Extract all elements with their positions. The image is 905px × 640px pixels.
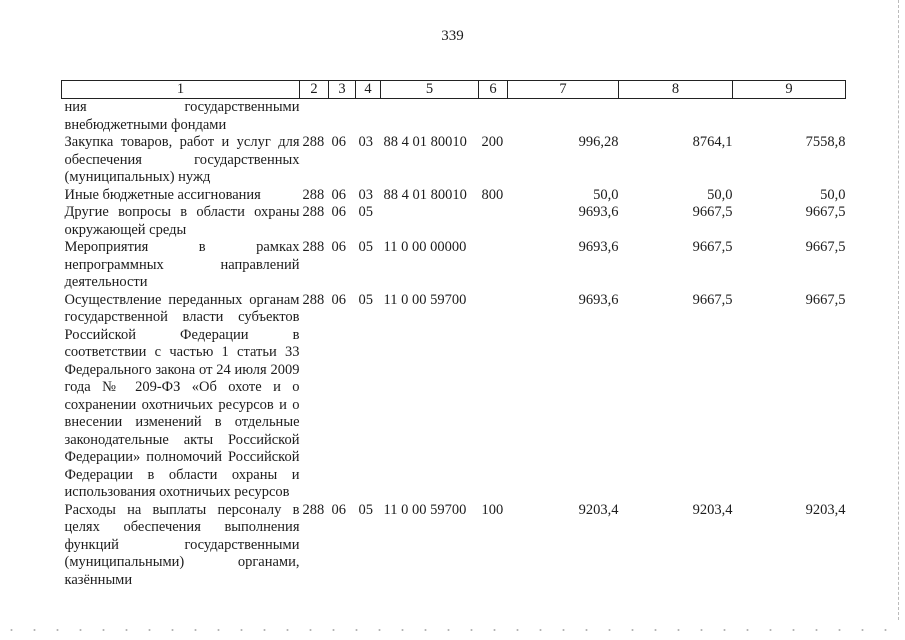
- row-value-col9: 9667,5: [805, 204, 846, 220]
- budget-table: [61, 80, 846, 589]
- row-code-section: 06: [331, 204, 346, 220]
- row-value-col8: 8764,1: [692, 134, 733, 150]
- row-code-subsection: 05: [358, 204, 373, 220]
- row-value-col9: 7558,8: [805, 134, 846, 150]
- header-col-4: 4: [356, 81, 381, 99]
- row-code-ministry: [300, 99, 329, 135]
- row-code-subsection: 05: [358, 239, 373, 255]
- row-value-col7: 9693,6: [578, 204, 619, 220]
- row-value-col8: 9203,4: [692, 501, 733, 518]
- table-row: [62, 99, 846, 135]
- header-col-2: 2: [300, 81, 329, 99]
- row-value-col9: 9667,5: [805, 291, 846, 308]
- row-value-col7: 9203,4: [578, 501, 619, 518]
- row-code-ministry: 288: [302, 186, 325, 203]
- row-code-subsection: 05: [358, 291, 373, 308]
- row-value-col9: 9667,5: [805, 239, 846, 255]
- scan-bottom-noise: [0, 628, 905, 632]
- row-code-section: 06: [331, 291, 346, 308]
- row-code-expense-type: 100: [481, 501, 504, 518]
- table-row: [62, 292, 846, 502]
- table-row: [62, 204, 846, 239]
- row-code-target: [381, 99, 479, 135]
- header-col-8: 8: [619, 81, 733, 99]
- row-value-col9: [733, 99, 846, 135]
- row-code-subsection: [356, 99, 381, 135]
- row-code-expense-type: [479, 99, 508, 135]
- row-value-col7: 9693,6: [578, 291, 619, 308]
- row-value-col7: 9693,6: [578, 239, 619, 255]
- row-description: Иные бюджетные ассигнования: [64, 186, 261, 203]
- row-value-col7: 996,28: [578, 134, 619, 150]
- row-value-col8: [619, 99, 733, 135]
- row-code-section: 06: [331, 501, 346, 518]
- row-value-col7: [508, 99, 619, 135]
- row-value-col9: 50,0: [820, 186, 846, 203]
- row-code-ministry: 288: [302, 501, 325, 518]
- table-row: [62, 187, 846, 205]
- row-code-subsection: 03: [358, 134, 373, 150]
- row-code-section: [329, 99, 356, 135]
- row-code-ministry: 288: [302, 239, 325, 255]
- row-code-section: 06: [331, 239, 346, 255]
- header-row: [62, 81, 846, 99]
- row-code-expense-type: 800: [481, 186, 504, 203]
- header-col-9: 9: [733, 81, 846, 99]
- row-code-ministry: 288: [302, 291, 325, 308]
- header-col-7: 7: [508, 81, 619, 99]
- table-row: [62, 239, 846, 292]
- header-col-3: 3: [329, 81, 356, 99]
- row-description: ния государственными внебюджетными фондами: [64, 99, 300, 133]
- table-row: [62, 502, 846, 590]
- page-number: 339: [441, 28, 464, 44]
- row-code-target: 11 0 00 59700: [383, 501, 467, 518]
- row-value-col9: 9203,4: [805, 501, 846, 518]
- row-code-target: 88 4 01 80010: [383, 186, 467, 203]
- row-code-subsection: 05: [358, 501, 373, 518]
- row-code-expense-type: [479, 239, 508, 292]
- row-value-col8: 9667,5: [692, 204, 733, 220]
- row-value-col8: 9667,5: [692, 291, 733, 308]
- row-description: Осуществление переданных органам государственной власти субъектов Российской Федерации в соответствии с частью 1 статьи 33 Федерального закона от 24 июля 2009 года № 209-ФЗ «Об охоте и о сохранении охотничьих ресурсов и о внесении изменений в отдельные законодательные акты Российской Федерации» полномочий Российской Федерации в области охраны и использования охотничьих ресурсов: [64, 291, 300, 500]
- table-row: [62, 134, 846, 187]
- row-value-col8: 9667,5: [692, 239, 733, 255]
- row-code-expense-type: [479, 292, 508, 502]
- row-description: Другие вопросы в области охраны окружающей среды: [64, 204, 300, 238]
- row-code-section: 06: [331, 186, 346, 203]
- row-code-expense-type: 200: [481, 134, 504, 150]
- row-code-ministry: 288: [302, 134, 325, 150]
- row-description: Мероприятия в рамках непрограммных направлений деятельности: [64, 239, 300, 290]
- row-description: Расходы на выплаты персоналу в целях обеспечения выполнения функций государственными (муниципальными) органами, казёнными: [64, 501, 300, 588]
- header-col-5: 5: [381, 81, 479, 99]
- row-code-section: 06: [331, 134, 346, 150]
- row-code-target: 11 0 00 59700: [383, 291, 467, 308]
- row-description: Закупка товаров, работ и услуг для обеспечения государственных (муниципальных) нужд: [64, 134, 300, 185]
- row-code-target: [381, 204, 479, 239]
- row-value-col7: 50,0: [593, 186, 619, 203]
- row-code-ministry: 288: [302, 204, 325, 220]
- row-code-target: 11 0 00 00000: [383, 239, 467, 255]
- header-col-1: 1: [62, 81, 300, 99]
- row-code-subsection: 03: [358, 186, 373, 203]
- scan-edge-line: [897, 0, 899, 620]
- header-col-6: 6: [479, 81, 508, 99]
- row-code-target: 88 4 01 80010: [383, 134, 467, 150]
- row-value-col8: 50,0: [707, 186, 733, 203]
- row-code-expense-type: [479, 204, 508, 239]
